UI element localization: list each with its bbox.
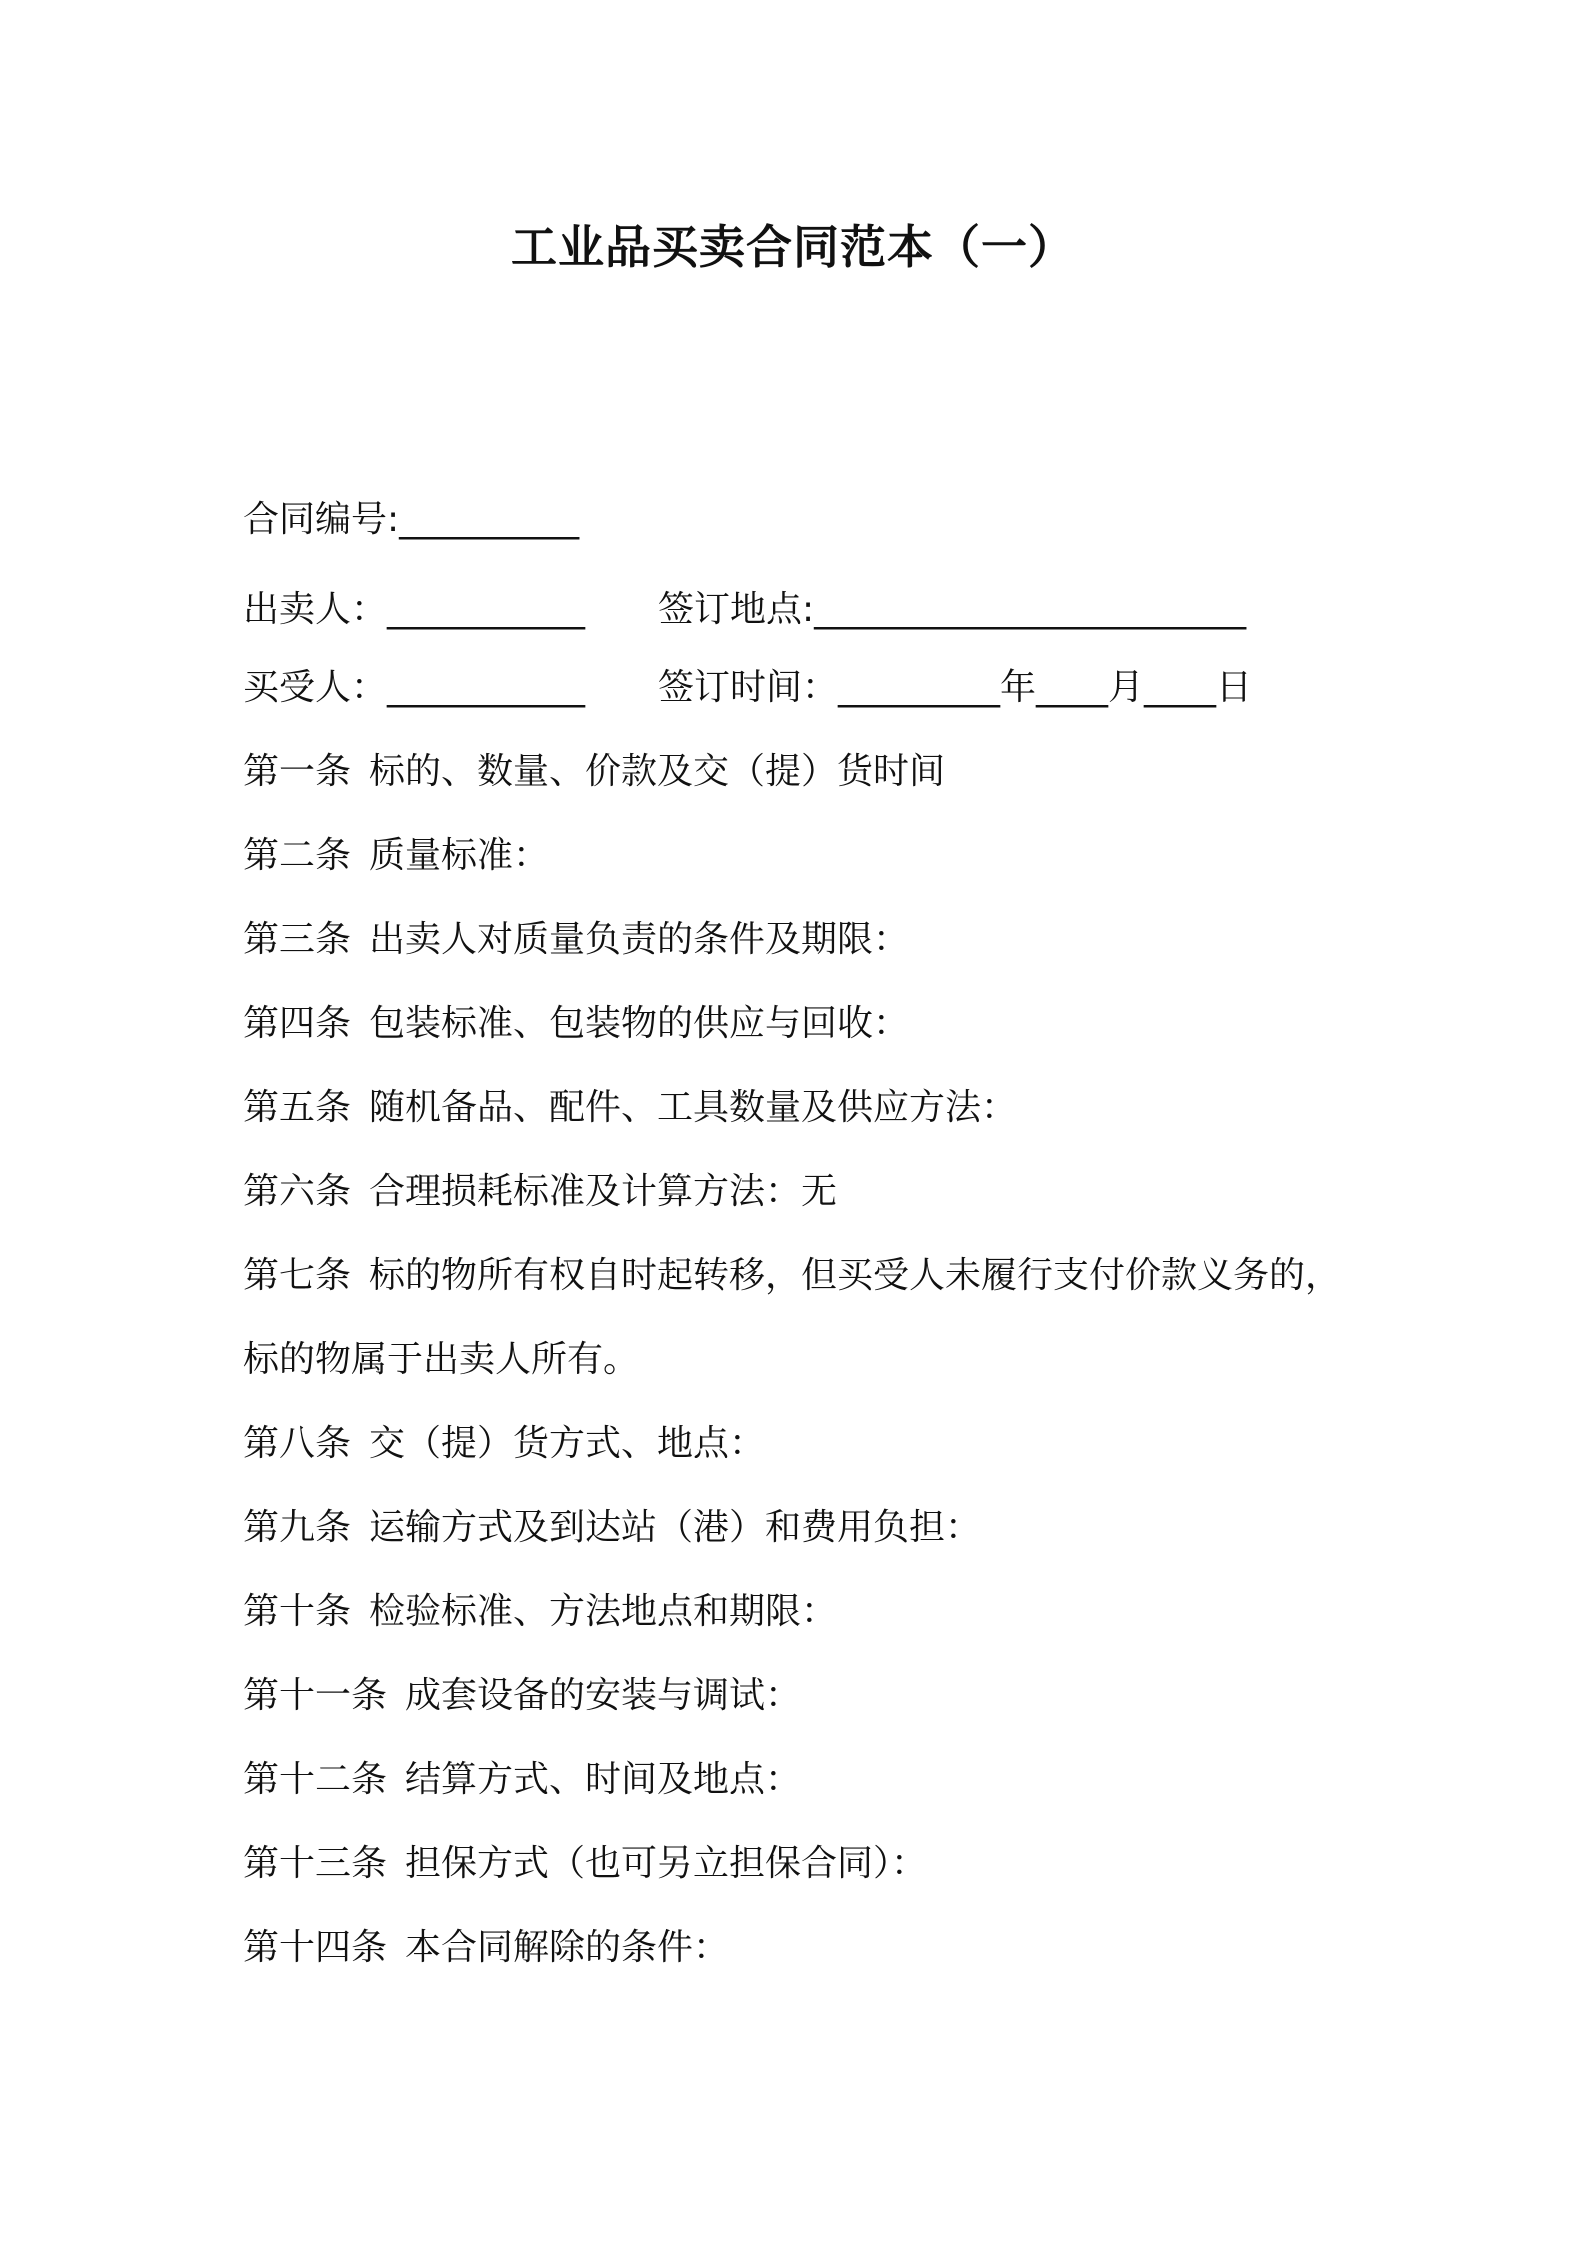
article-5 bbox=[243, 1082, 1017, 1134]
article-number: 第九条 bbox=[243, 1507, 352, 1548]
article-7-continued bbox=[243, 1334, 639, 1386]
article-text: 包装标准、包装物的供应与回收： bbox=[369, 1003, 910, 1044]
article-text: 检验标准、方法地点和期限： bbox=[369, 1591, 838, 1632]
article-number: 第一条 bbox=[243, 751, 352, 792]
sign-place-field: 签订地点:________________________ bbox=[658, 589, 1247, 630]
article-number: 第六条 bbox=[243, 1171, 352, 1212]
article-text: 出卖人对质量负责的条件及期限： bbox=[369, 919, 910, 960]
document-title: 工业品买卖合同范本（一） bbox=[511, 220, 1075, 274]
sign-time-field: 签订时间：_________年____月____日 bbox=[658, 667, 1253, 708]
article-text: 标的物所有权自时起转移，但买受人未履行支付价款义务的， bbox=[369, 1255, 1342, 1296]
article-10 bbox=[243, 1586, 837, 1638]
article-number: 第十三条 bbox=[243, 1843, 388, 1884]
article-number: 第七条 bbox=[243, 1255, 352, 1296]
article-text: 担保方式（也可另立担保合同）： bbox=[405, 1843, 928, 1884]
article-text: 标的、数量、价款及交（提）货时间 bbox=[369, 751, 946, 792]
article-number: 第三条 bbox=[243, 919, 352, 960]
contract-number: 合同编号:__________ bbox=[243, 499, 580, 540]
article-number: 第二条 bbox=[243, 835, 352, 876]
article-13 bbox=[243, 1838, 927, 1890]
article-text: 标的物属于出卖人所有。 bbox=[243, 1339, 640, 1380]
article-6 bbox=[243, 1166, 837, 1218]
article-7 bbox=[243, 1250, 1341, 1302]
article-4 bbox=[243, 998, 909, 1050]
article-number: 第十二条 bbox=[243, 1759, 388, 1800]
article-12 bbox=[243, 1754, 801, 1806]
article-1 bbox=[243, 746, 945, 798]
article-9 bbox=[243, 1502, 981, 1554]
article-text: 质量标准： bbox=[369, 835, 550, 876]
article-number: 第八条 bbox=[243, 1423, 352, 1464]
article-number: 第四条 bbox=[243, 1003, 352, 1044]
article-number: 第十条 bbox=[243, 1591, 352, 1632]
seller-field: 出卖人：___________ bbox=[243, 589, 586, 630]
article-11 bbox=[243, 1670, 801, 1722]
buyer-field: 买受人：___________ bbox=[243, 667, 586, 708]
article-number: 第十四条 bbox=[243, 1927, 388, 1968]
article-14 bbox=[243, 1922, 729, 1974]
article-number: 第五条 bbox=[243, 1087, 352, 1128]
article-8 bbox=[243, 1418, 765, 1470]
article-3 bbox=[243, 914, 909, 966]
article-text: 结算方式、时间及地点： bbox=[405, 1759, 802, 1800]
article-2 bbox=[243, 830, 549, 882]
article-text: 成套设备的安装与调试： bbox=[405, 1675, 802, 1716]
article-text: 合理损耗标准及计算方法：无 bbox=[369, 1171, 838, 1212]
article-text: 交（提）货方式、地点： bbox=[369, 1423, 766, 1464]
article-number: 第十一条 bbox=[243, 1675, 388, 1716]
article-text: 本合同解除的条件： bbox=[405, 1927, 730, 1968]
article-text: 随机备品、配件、工具数量及供应方法： bbox=[369, 1087, 1018, 1128]
article-text: 运输方式及到达站（港）和费用负担： bbox=[369, 1507, 982, 1548]
